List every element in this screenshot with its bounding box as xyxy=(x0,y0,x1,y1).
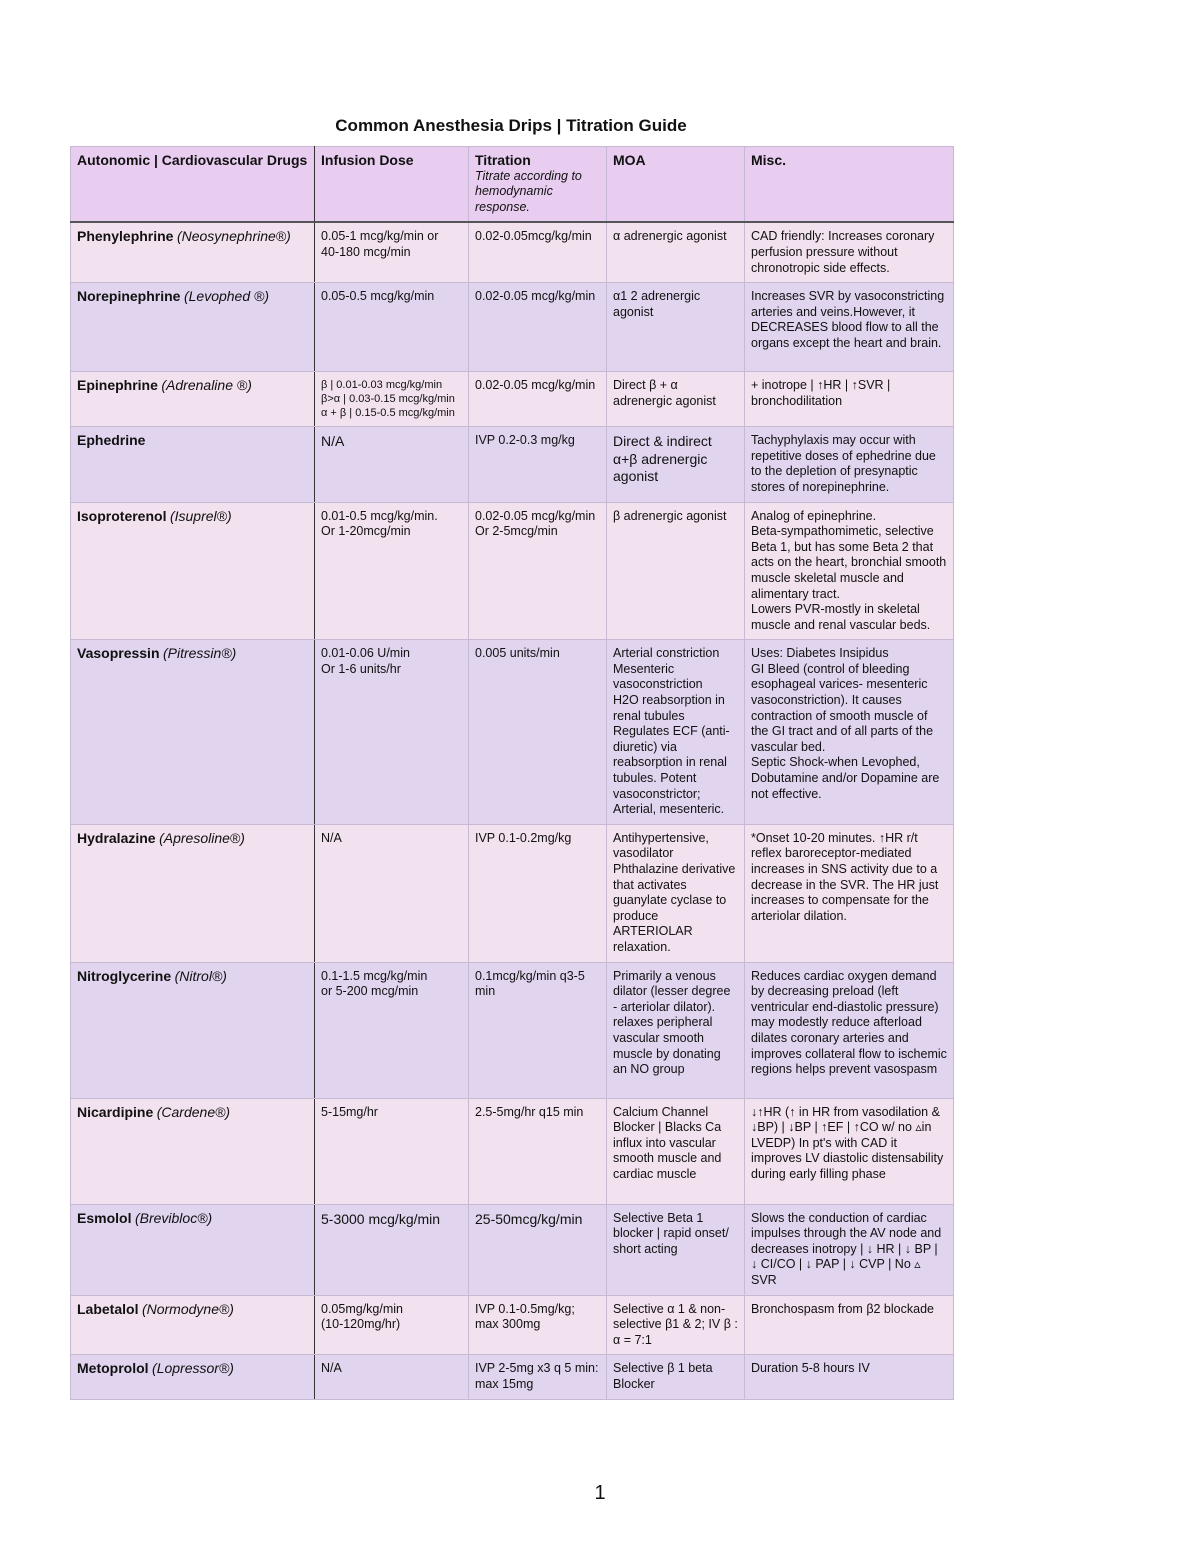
moa-cell: Selective β 1 beta Blocker xyxy=(607,1355,745,1399)
drug-name: Ephedrine xyxy=(77,432,146,449)
drug-cell xyxy=(71,222,315,282)
misc-cell: Analog of epinephrine. Beta-sympathomimetic, selective Beta 1, but has some Beta 2 that acts on the heart, bronchial smooth muscle skeletal muscle and alimentary tract. Lowers PVR-mostly in skeletal muscle and renal vascular beds. xyxy=(745,502,954,640)
drug-name: Epinephrine xyxy=(77,377,158,394)
drug-cell xyxy=(71,1098,315,1204)
moa-cell: Arterial constriction Mesenteric vasoconstriction H2O reabsorption in renal tubules Regulates ECF (anti-diuretic) via reabsorption in renal tubules. Potent vasoconstrictor; Arterial, mesenteric. xyxy=(607,640,745,825)
drug-cell xyxy=(71,1295,315,1355)
drug-name: Esmolol xyxy=(77,1209,132,1226)
dose-cell: N/A xyxy=(315,427,469,502)
table-row xyxy=(71,962,954,1098)
header-misc xyxy=(745,147,954,223)
table-row xyxy=(71,1295,954,1355)
header-titration-label: Titration xyxy=(475,152,531,168)
table-row xyxy=(71,640,954,825)
drug-brand: (Pitressin®) xyxy=(162,645,237,662)
drug-name: Labetalol xyxy=(77,1300,139,1317)
misc-cell: Reduces cardiac oxygen demand by decreasing preload (left ventricular end-diastolic pressure) may modestly reduce afterload dilates coronary arteries and improves collateral flow to ischemic regions helps prevent vasospasm xyxy=(745,962,954,1098)
drug-name: Phenylephrine xyxy=(77,228,174,245)
dose-cell: 5-15mg/hr xyxy=(315,1098,469,1204)
moa-cell: α1 2 adrenergic agonist xyxy=(607,283,745,372)
header-dose xyxy=(315,147,469,223)
dose-cell: 0.05-1 mcg/kg/min or 40-180 mcg/min xyxy=(315,222,469,282)
table-row xyxy=(71,824,954,962)
table-row xyxy=(71,1204,954,1295)
drug-name: Isoproterenol xyxy=(77,507,167,524)
dose-cell: 0.1-1.5 mcg/kg/min or 5-200 mcg/min xyxy=(315,962,469,1098)
misc-cell: Increases SVR by vasoconstricting arteries and veins.However, it DECREASES blood flow to all the organs except the heart and brain. xyxy=(745,283,954,372)
drug-brand: (Brevibloc®) xyxy=(134,1209,213,1226)
drug-brand: (Adrenaline ®) xyxy=(161,377,252,394)
drug-cell xyxy=(71,372,315,427)
drug-brand: (Levophed ®) xyxy=(183,288,269,305)
drug-brand: (Nitrol®) xyxy=(174,967,227,984)
drug-name: Vasopressin xyxy=(77,645,160,662)
titration-cell: 0.02-0.05 mcg/kg/min xyxy=(469,283,607,372)
table-row xyxy=(71,283,954,372)
header-titration xyxy=(469,147,607,223)
drug-brand: (Apresoline®) xyxy=(159,829,245,846)
misc-cell: *Onset 10-20 minutes. ↑HR r/t reflex baroreceptor-mediated increases in SNS activity due to a decrease in the SVR. The HR just increases to compensate for the arteriolar dilation. xyxy=(745,824,954,962)
moa-cell: α adrenergic agonist xyxy=(607,222,745,282)
table-row xyxy=(71,372,954,427)
drug-cell xyxy=(71,1355,315,1399)
drug-brand: (Lopressor®) xyxy=(152,1360,234,1377)
drug-brand: (Cardene®) xyxy=(156,1103,231,1120)
titration-cell: 0.005 units/min xyxy=(469,640,607,825)
drug-name: Hydralazine xyxy=(77,829,156,846)
moa-cell: Direct & indirect α+β adrenergic agonist xyxy=(607,427,745,502)
header-moa xyxy=(607,147,745,223)
drug-name: Metoprolol xyxy=(77,1360,149,1377)
moa-cell: Selective α 1 & non-selective β1 & 2; IV β : α = 7:1 xyxy=(607,1295,745,1355)
drug-brand: (Neosynephrine®) xyxy=(176,228,291,245)
header-row xyxy=(71,147,954,223)
dose-cell: N/A xyxy=(315,1355,469,1399)
drug-cell xyxy=(71,1204,315,1295)
misc-cell: Bronchospasm from β2 blockade xyxy=(745,1295,954,1355)
drug-cell xyxy=(71,824,315,962)
header-dose-label: Infusion Dose xyxy=(321,152,414,168)
titration-cell: 0.02-0.05mcg/kg/min xyxy=(469,222,607,282)
dose-cell: 5-3000 mcg/kg/min xyxy=(315,1204,469,1295)
misc-cell: CAD friendly: Increases coronary perfusion pressure without chronotropic side effects. xyxy=(745,222,954,282)
drug-cell xyxy=(71,502,315,640)
dose-cell: N/A xyxy=(315,824,469,962)
drug-cell xyxy=(71,640,315,825)
table-row xyxy=(71,502,954,640)
header-titration-note: Titrate according to hemodynamic response. xyxy=(475,168,582,214)
drug-cell xyxy=(71,962,315,1098)
drug-name: Nitroglycerine xyxy=(77,967,172,984)
header-moa-label: MOA xyxy=(613,152,646,168)
table-row xyxy=(71,1098,954,1204)
table-row xyxy=(71,1355,954,1399)
moa-cell: Calcium Channel Blocker | Blacks Ca influx into vascular smooth muscle and cardiac muscle xyxy=(607,1098,745,1204)
titration-cell: IVP 0.1-0.2mg/kg xyxy=(469,824,607,962)
titration-cell: 2.5-5mg/hr q15 min xyxy=(469,1098,607,1204)
moa-cell: β adrenergic agonist xyxy=(607,502,745,640)
titration-cell: 0.1mcg/kg/min q3-5 min xyxy=(469,962,607,1098)
dose-cell: 0.01-0.5 mcg/kg/min. Or 1-20mcg/min xyxy=(315,502,469,640)
dose-cell: 0.05mg/kg/min (10-120mg/hr) xyxy=(315,1295,469,1355)
header-drug-label: Autonomic | Cardiovascular Drugs xyxy=(77,152,308,168)
misc-cell: Uses: Diabetes Insipidus GI Bleed (control of bleeding esophageal varices- mesenteric vasoconstriction). It causes contraction of smooth muscle of the GI tract and of all parts of the vascular bed. Septic Shock-when Levophed, Dobutamine and/or Dopamine are not effective. xyxy=(745,640,954,825)
dose-cell: 0.05-0.5 mcg/kg/min xyxy=(315,283,469,372)
titration-cell: IVP 0.1-0.5mg/kg; max 300mg xyxy=(469,1295,607,1355)
drug-cell xyxy=(71,427,315,502)
header-drug xyxy=(71,147,315,223)
misc-cell: Duration 5-8 hours IV xyxy=(745,1355,954,1399)
page-title: Common Anesthesia Drips | Titration Guide xyxy=(335,116,687,135)
drug-cell xyxy=(71,283,315,372)
misc-cell: Tachyphylaxis may occur with repetitive doses of ephedrine due to the depletion of presynaptic stores of norepinephrine. xyxy=(745,427,954,502)
drug-brand: (Normodyne®) xyxy=(141,1300,234,1317)
misc-cell: + inotrope | ↑HR | ↑SVR | bronchodilitation xyxy=(745,372,954,427)
drug-table xyxy=(70,146,954,1400)
moa-cell: Primarily a venous dilator (lesser degree - arteriolar dilator). relaxes peripheral vascular smooth muscle by donating an NO group xyxy=(607,962,745,1098)
titration-cell: 0.02-0.05 mcg/kg/min Or 2-5mcg/min xyxy=(469,502,607,640)
moa-cell: Selective Beta 1 blocker | rapid onset/ short acting xyxy=(607,1204,745,1295)
header-misc-label: Misc. xyxy=(751,152,787,168)
dose-cell: β | 0.01-0.03 mcg/kg/min β>α | 0.03-0.15 mcg/kg/min α + β | 0.15-0.5 mcg/kg/min xyxy=(315,372,469,427)
titration-cell: IVP 2-5mg x3 q 5 min: max 15mg xyxy=(469,1355,607,1399)
page-number: 1 xyxy=(594,1482,606,1504)
misc-cell: ↓↑HR (↑ in HR from vasodilation & ↓BP) | ↓BP | ↑EF | ↑CO w/ no ▵in LVEDP) In pt's with CAD it improves LV diastolic distensability during early filling phase xyxy=(745,1098,954,1204)
table-row xyxy=(71,222,954,282)
titration-cell: 0.02-0.05 mcg/kg/min xyxy=(469,372,607,427)
drug-name: Norepinephrine xyxy=(77,288,181,305)
titration-cell: IVP 0.2-0.3 mg/kg xyxy=(469,427,607,502)
titration-cell: 25-50mcg/kg/min xyxy=(469,1204,607,1295)
dose-cell: 0.01-0.06 U/min Or 1-6 units/hr xyxy=(315,640,469,825)
misc-cell: Slows the conduction of cardiac impulses through the AV node and decreases inotropy | ↓ HR | ↓ BP | ↓ CI/CO | ↓ PAP | ↓ CVP | No ▵ SVR xyxy=(745,1204,954,1295)
moa-cell: Antihypertensive, vasodilator Phthalazine derivative that activates guanylate cyclase to produce ARTERIOLAR relaxation. xyxy=(607,824,745,962)
drug-name: Nicardipine xyxy=(77,1103,154,1120)
table-row xyxy=(71,427,954,502)
drug-brand: (Isuprel®) xyxy=(169,507,232,524)
moa-cell: Direct β + α adrenergic agonist xyxy=(607,372,745,427)
